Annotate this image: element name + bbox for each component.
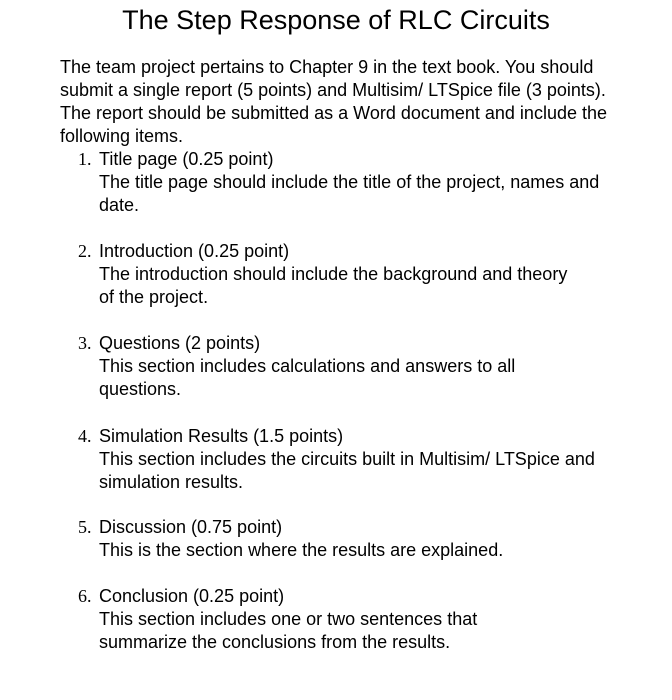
item-heading: Discussion (0.75 point) (99, 517, 283, 537)
item-number: 1. (78, 149, 92, 169)
item-number: 4. (78, 426, 92, 446)
item-number: 5. (78, 517, 92, 537)
item-description: The title page should include the title of the project, names and date. (99, 172, 600, 215)
list-item (78, 585, 638, 654)
intro-paragraph: The team project pertains to Chapter 9 in the text book. You should submit a single report (5 points) and Multisim/ LTSpice file (3 points). The report should be submitted as a Word document and include the following items. (60, 57, 607, 146)
item-heading: Title page (0.25 point) (99, 149, 274, 169)
item-description: This is the section where the results are explained. (99, 540, 504, 560)
item-description: The introduction should include the background and theory of the project. (99, 264, 568, 307)
list-item (78, 516, 638, 562)
list-item (78, 332, 638, 401)
page-title: The Step Response of RLC Circuits (122, 5, 550, 35)
item-number: 3. (78, 333, 92, 353)
item-heading: Introduction (0.25 point) (99, 241, 290, 261)
item-description: This section includes the circuits built in Multisim/ LTSpice and simulation results. (99, 449, 595, 492)
item-number: 2. (78, 241, 92, 261)
item-heading: Simulation Results (1.5 points) (99, 426, 344, 446)
item-description: This section includes calculations and answers to all questions. (99, 356, 516, 399)
item-heading: Conclusion (0.25 point) (99, 586, 285, 606)
item-heading: Questions (2 points) (99, 333, 261, 353)
list-item (78, 148, 638, 217)
list-item (78, 240, 638, 309)
item-description: This section includes one or two sentences that summarize the conclusions from the results. (99, 609, 478, 652)
item-number: 6. (78, 586, 92, 606)
list-item (78, 425, 638, 494)
